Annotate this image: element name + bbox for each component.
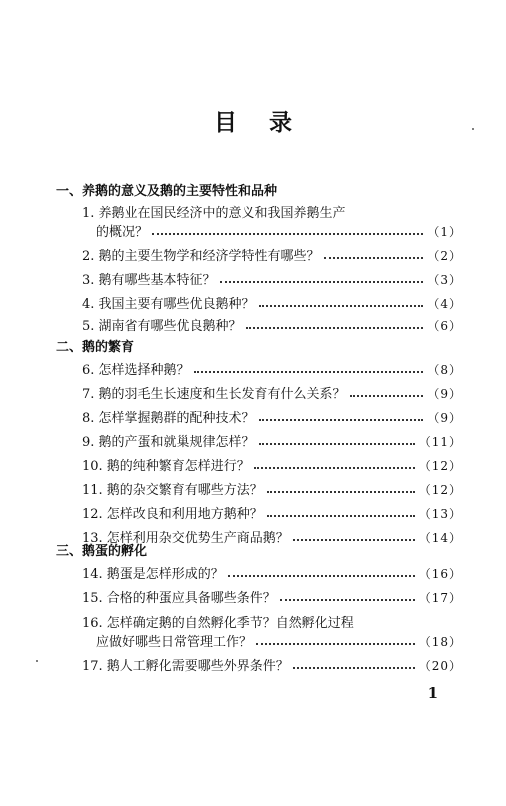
toc-entry — [82, 268, 462, 288]
toc-entry — [82, 292, 462, 312]
toc-entry-text: 12. 怎样改良和利用地方鹅种？ — [82, 507, 263, 522]
toc-entry — [96, 630, 462, 650]
toc-entry — [82, 244, 462, 264]
toc-entry-page: （6） — [427, 319, 462, 333]
page-title: 目录 — [214, 110, 324, 136]
toc-entry-page: （14） — [418, 531, 462, 545]
toc-entry-text: 11. 鹅的杂交繁育有哪些方法？ — [82, 483, 263, 498]
dot-leader — [350, 395, 424, 397]
section-heading: 一、养鹅的意义及鹅的主要特性和品种 — [56, 184, 278, 199]
toc-entry-page: （3） — [427, 273, 462, 287]
dot-leader — [220, 281, 424, 283]
dot-leader — [259, 305, 424, 307]
dot-leader — [293, 539, 415, 541]
toc-entry-page: （20） — [418, 659, 462, 673]
toc-entry-text: 9. 鹅的产蛋和就巢规律怎样？ — [82, 435, 255, 450]
section-heading: 三、鹅蛋的孵化 — [56, 544, 148, 559]
toc-entry-text: 5. 湖南省有哪些优良鹅种？ — [82, 319, 242, 334]
toc-entry — [82, 406, 462, 426]
toc-entry — [82, 430, 462, 450]
dot-leader — [259, 419, 424, 421]
dot-leader — [267, 515, 415, 517]
dot-leader — [194, 371, 424, 373]
toc-entry-text: 13. 怎样利用杂交优势生产商品鹅？ — [82, 531, 289, 546]
toc-entry-page: （13） — [418, 507, 462, 521]
toc-entry — [96, 220, 462, 240]
toc-entry — [82, 454, 462, 474]
toc-entry-text: 8. 怎样掌握鹅群的配种技术？ — [82, 411, 255, 426]
toc-entry-page: （16） — [418, 567, 462, 581]
toc-entry-text: 应做好哪些日常管理工作？ — [96, 635, 253, 650]
toc-entry — [82, 654, 462, 674]
toc-entry-line1: 1. 养鹅业在国民经济中的意义和我国养鹅生产 — [82, 206, 346, 221]
toc-entry-page: （11） — [418, 435, 462, 449]
toc-entry-text: 7. 鹅的羽毛生长速度和生长发育有什么关系？ — [82, 387, 346, 402]
toc-entry-text: 6. 怎样选择种鹅？ — [82, 363, 190, 378]
toc-entry — [82, 358, 462, 378]
toc-entry-text: 15. 合格的种蛋应具备哪些条件？ — [82, 591, 276, 606]
toc-entry-page: （9） — [427, 411, 462, 425]
toc-entry-text: 的概况？ — [96, 225, 149, 240]
dot-leader — [256, 643, 415, 645]
dot-leader — [254, 467, 415, 469]
toc-entry-page: （17） — [418, 591, 462, 605]
toc-entry-text: 10. 鹅的纯种繁育怎样进行？ — [82, 459, 250, 474]
page-number: 1 — [427, 684, 438, 702]
toc-entry-text: 3. 鹅有哪些基本特征？ — [82, 273, 216, 288]
toc-entry — [82, 502, 462, 522]
dot-leader — [293, 667, 415, 669]
toc-entry — [82, 382, 462, 402]
section-heading: 二、鹅的繁育 — [56, 340, 135, 355]
toc-entry-page: （2） — [427, 249, 462, 263]
dot-leader — [228, 575, 415, 577]
toc-entry-line1: 16. 怎样确定鹅的自然孵化季节？自然孵化过程 — [82, 616, 354, 631]
toc-entry-page: （18） — [418, 635, 462, 649]
dot-leader — [259, 443, 415, 445]
toc-entry — [82, 314, 462, 334]
scan-speck — [472, 128, 474, 130]
scan-speck — [36, 660, 38, 662]
toc-entry — [82, 478, 462, 498]
toc-entry-text: 17. 鹅人工孵化需要哪些外界条件？ — [82, 659, 289, 674]
toc-entry-page: （4） — [427, 297, 462, 311]
toc-entry-text: 14. 鹅蛋是怎样形成的？ — [82, 567, 224, 582]
toc-entry-page: （12） — [418, 459, 462, 473]
toc-entry-page: （8） — [427, 363, 462, 377]
dot-leader — [267, 491, 415, 493]
dot-leader — [246, 327, 424, 329]
toc-entry-page: （9） — [427, 387, 462, 401]
dot-leader — [152, 233, 423, 235]
toc-entry-page: （1） — [427, 225, 462, 239]
toc-entry-text: 2. 鹅的主要生物学和经济学特性有哪些？ — [82, 249, 320, 264]
toc-entry — [82, 586, 462, 606]
toc-entry-page: （12） — [418, 483, 462, 497]
toc-entry-text: 4. 我国主要有哪些优良鹅种？ — [82, 297, 255, 312]
dot-leader — [324, 257, 424, 259]
dot-leader — [280, 599, 415, 601]
toc-entry — [82, 562, 462, 582]
